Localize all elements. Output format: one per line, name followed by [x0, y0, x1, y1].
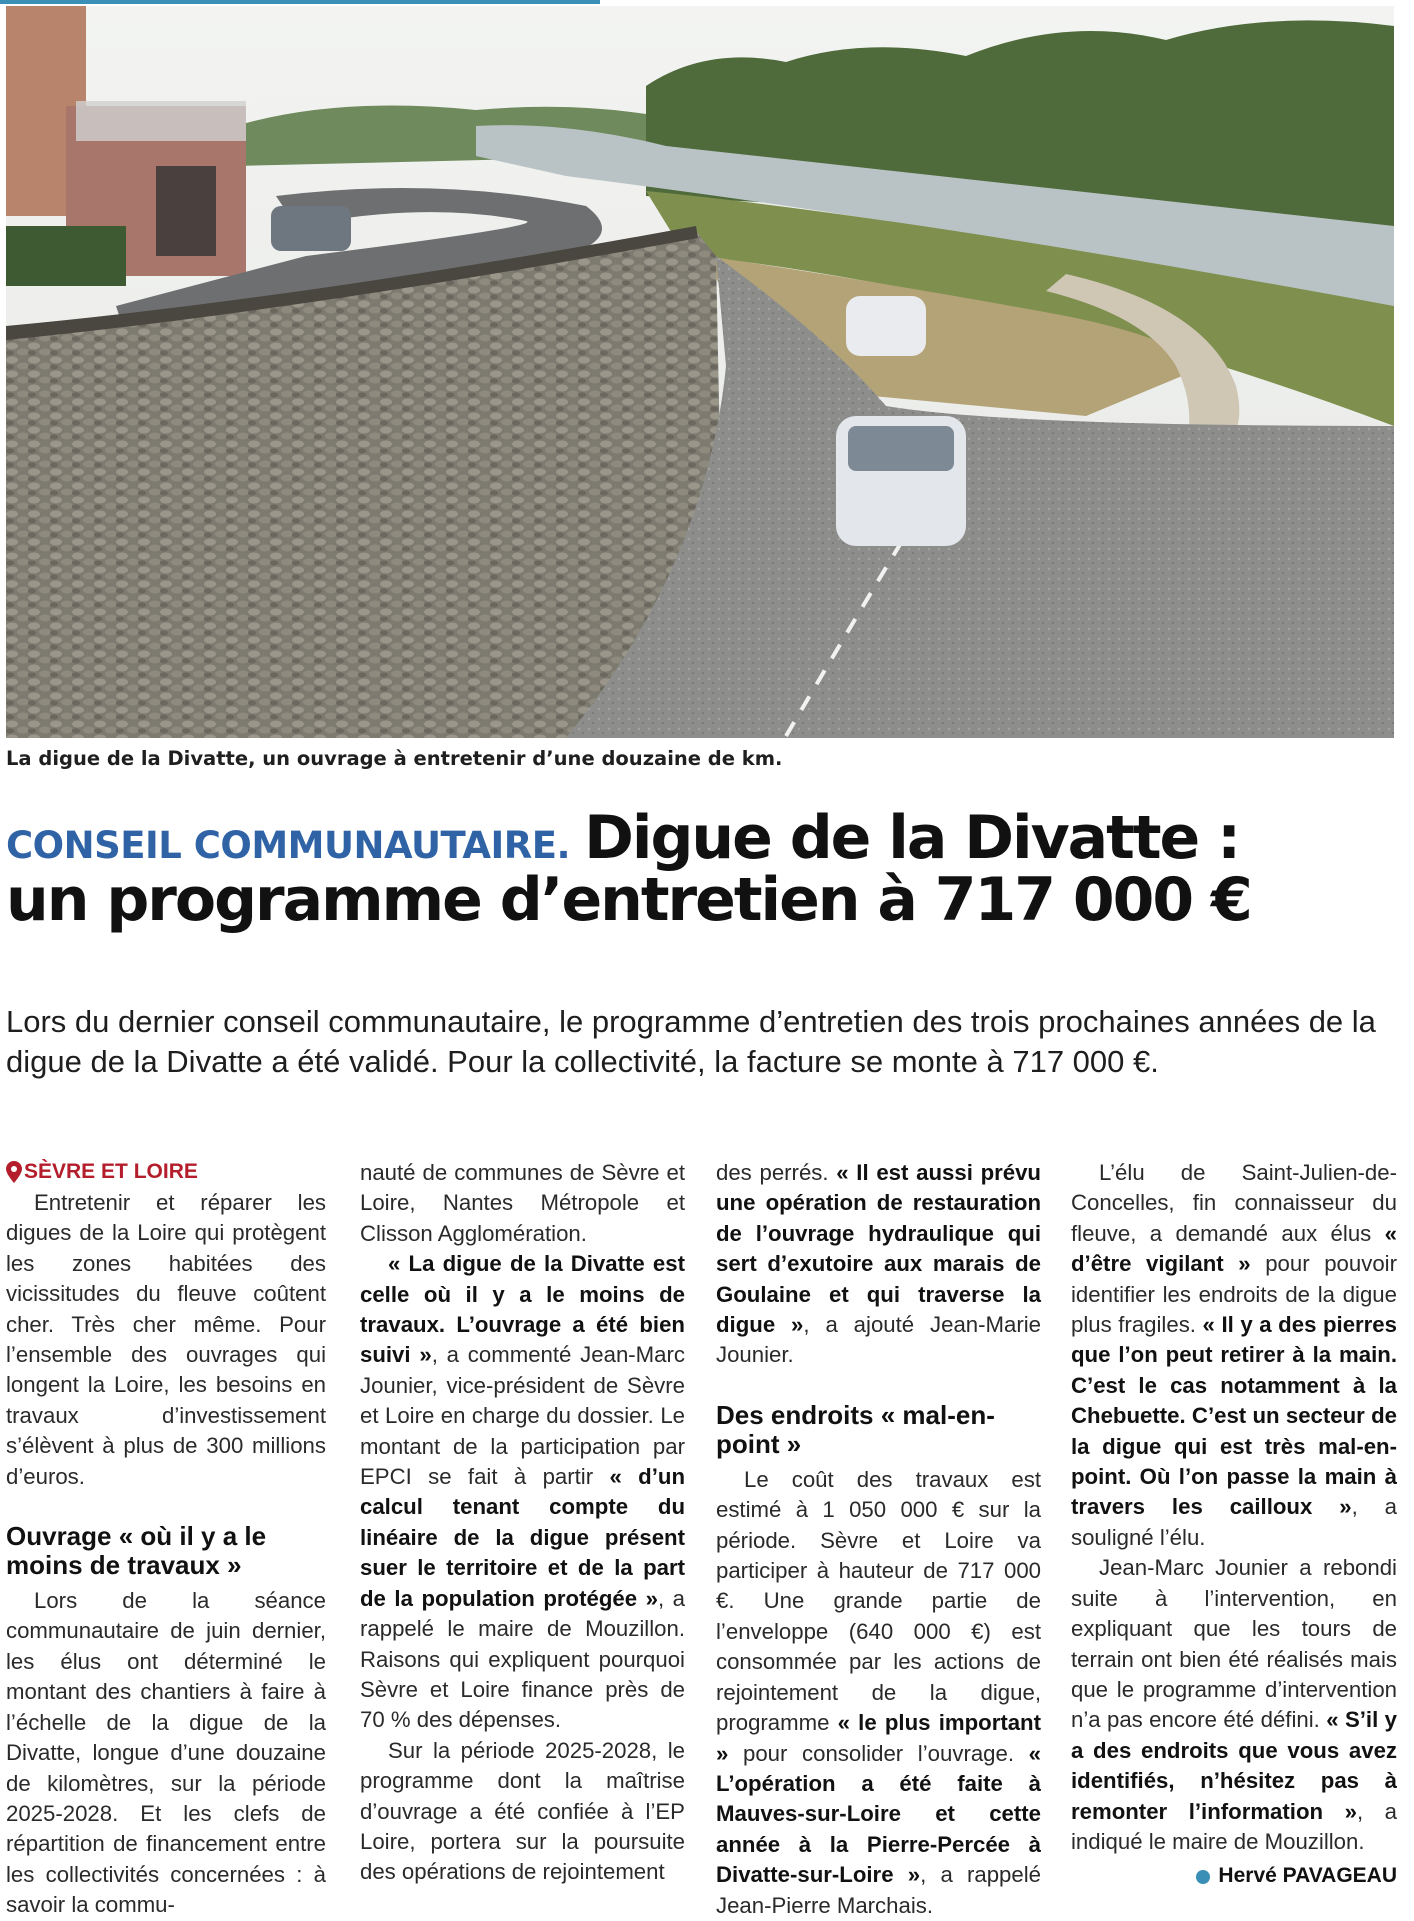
author-signature	[1071, 1861, 1397, 1891]
author-last-name: PAVAGEAU	[1282, 1864, 1397, 1888]
photo-caption: La digue de la Divatte, un ouvrage à entretenir d’une douzaine de km.	[6, 747, 783, 770]
paragraph-2: Lors de la séance communautaire de juin dernier, les élus ont déterminé le montant des chantiers à faire à l’échelle de la digue de la Divatte, longue d’une douzaine de kilomètres, sur la période 2025-2028. Et les clefs de répartition de financement entre les collectivités concernées : à savoir la commu-	[6, 1588, 326, 1918]
article-column-4	[1071, 1158, 1397, 1892]
headline-title-part-1: Digue de la Divatte :	[584, 803, 1240, 873]
paragraph-7-start: Le coût des travaux est estimé à 1 050 000 € sur la période. Sèvre et Loire va participer à hauteur de 717 000 €. Une grande partie de l’enveloppe (640 000 €) est consommée par les actions de rejointement de la digue, programme	[716, 1466, 1041, 1736]
quote-7: « Il y a des pierres que l’on peut retirer à la main. C’est le cas notamment à la Chebuette. C’est un secteur de la digue qui est très mal-en-point. Où l’on passe la main à travers les cailloux »	[1071, 1312, 1397, 1520]
article-column-2	[360, 1158, 685, 1888]
location-label: SÈVRE ET LOIRE	[24, 1160, 198, 1183]
paragraph-8-end: , a souligné l’élu.	[1071, 1494, 1398, 1550]
paragraph-4-text: , a commenté Jean-Marc Jounier, vice-président de Sèvre et Loire en charge du dossier. Le montant de la participation par EPCI se fait à partir	[360, 1342, 685, 1490]
paragraph-8-mid: pour pouvoir identifier les endroits de la digue plus fragiles.	[1071, 1251, 1397, 1338]
headline	[6, 803, 1406, 935]
article-lead: Lors du dernier conseil communautaire, le programme d’entretien des trois prochaines années de la digue de la Divatte a été validé. Pour la collectivité, la facture se monte à 717 000 €.	[6, 1004, 1376, 1079]
bullet-dot-icon	[1196, 1870, 1210, 1884]
quote-6: « d’être vigilant »	[1071, 1220, 1397, 1277]
paragraph-8	[1071, 1158, 1397, 1553]
paragraph-7-mid: pour consolider l’ouvrage.	[728, 1740, 1029, 1766]
subheading-1: Ouvrage « où il y a le moins de travaux »	[6, 1521, 267, 1581]
paragraph-7	[716, 1465, 1041, 1921]
paragraph-9-end: , a indiqué le maire de Mouzillon.	[1071, 1798, 1397, 1854]
article-column-3	[716, 1158, 1041, 1921]
paragraph-3: nauté de communes de Sèvre et Loire, Nantes Métropole et Clisson Agglomération.	[360, 1160, 685, 1246]
headline-line-2: un programme d’entretien à 717 000 €	[6, 864, 1251, 935]
paragraph-6-start: des perrés.	[716, 1160, 837, 1185]
paragraph-9	[1071, 1553, 1397, 1857]
paragraph-5: Sur la période 2025-2028, le programme dont la maîtrise d’ouvrage a été confiée à l’EP Loire, portera sur la poursuite des opérations de rejointement	[360, 1737, 685, 1885]
quote-4: « le plus important »	[716, 1710, 1041, 1766]
headline-kicker: CONSEIL COMMUNAUTAIRE.	[6, 824, 571, 867]
author-first-name: Hervé	[1218, 1864, 1277, 1888]
paragraph-8-start: L’élu de Saint-Julien-de-Concelles, fin connaisseur du fleuve, a demandé aux élus	[1071, 1160, 1397, 1246]
location-tag	[6, 1158, 326, 1186]
article-column-1	[6, 1158, 326, 1921]
subheading-2: Des endroits « mal-en-point »	[716, 1399, 995, 1459]
quote-3: « Il est aussi prévu une opération de restauration de l’ouvrage hydraulique qui sert d’exutoire aux marais de Goulaine et qui traverse la digue »	[716, 1160, 1041, 1338]
quote-2: « d’un calcul tenant compte du linéaire de la digue présent suer le territoire et de la part de la population protégée »	[360, 1464, 686, 1611]
paragraph-4-end: , a rappelé le maire de Mouzillon. Raisons qui expliquent pourquoi Sèvre et Loire finance près de 70 % des dépenses.	[360, 1585, 685, 1733]
headline-line-1	[6, 803, 1406, 873]
paragraph-7-end: , a rappelé Jean-Pierre Marchais.	[716, 1862, 1041, 1918]
paragraph-4	[360, 1249, 685, 1736]
levee-photo-illustration	[6, 6, 1394, 738]
map-pin-icon	[6, 1161, 22, 1183]
article-photo	[6, 6, 1394, 738]
top-accent-bar	[0, 0, 600, 4]
quote-8: « S’il y a des endroits que vous avez identifiés, n’hésitez pas à remonter l’information »	[1071, 1707, 1397, 1824]
paragraph-9-start: Jean-Marc Jounier a rebondi suite à l’intervention, en expliquant que les tours de terrain ont bien été réalisés mais que le programme d’intervention n’a pas encore été défini.	[1071, 1555, 1397, 1733]
paragraph-1: Entretenir et réparer les digues de la Loire qui protègent les zones habitées des vicissitudes du fleuve coûtent cher. Très cher même. Pour l’ensemble des ouvrages qui longent la Loire, les besoins en travaux d’investissement s’élèvent à plus de 300 millions d’euros.	[6, 1190, 326, 1489]
paragraph-6-end: , a ajouté Jean-Marie Jounier.	[716, 1312, 1041, 1368]
quote-1: « La digue de la Divatte est celle où il y a le moins de travaux. L’ouvrage a été bien suivi »	[360, 1251, 685, 1368]
quote-5: « L’opération a été faite à Mauves-sur-Loire et cette année à la Pierre-Percée à Divatte-sur-Loire »	[716, 1740, 1041, 1888]
paragraph-6	[716, 1158, 1041, 1371]
